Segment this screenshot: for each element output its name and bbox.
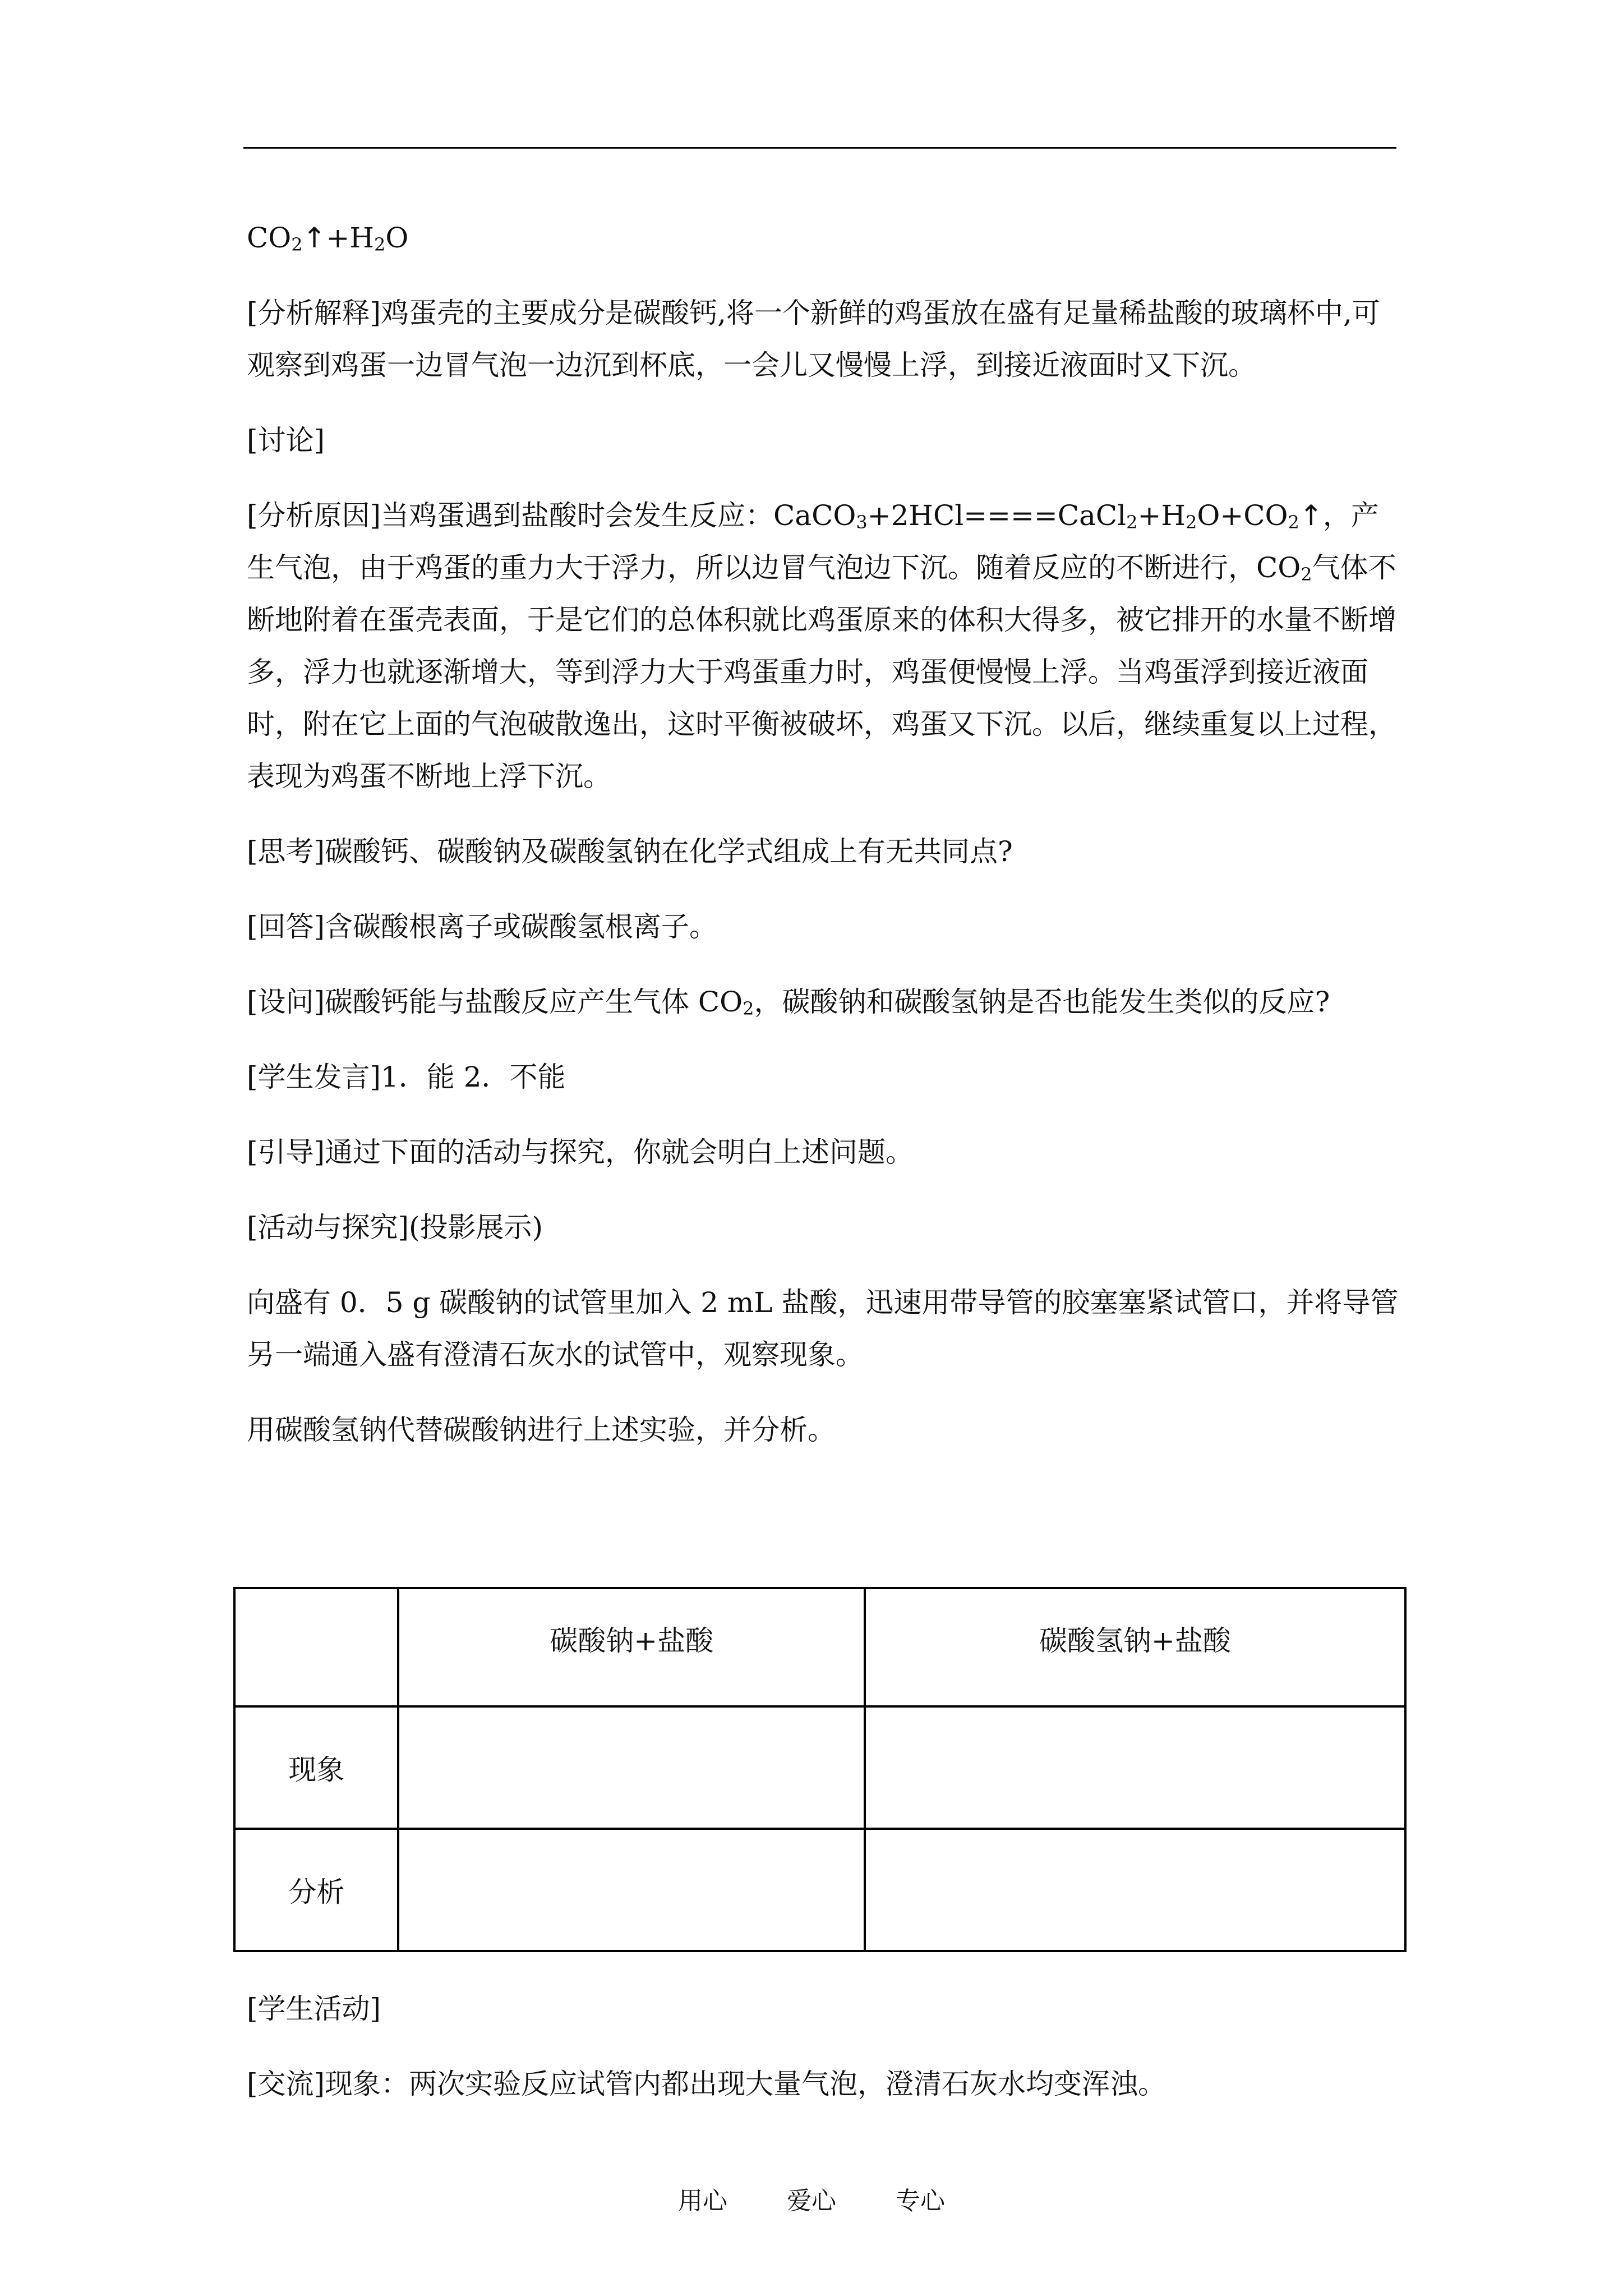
header-rule: [243, 147, 1396, 149]
paragraph-think: [思考]碳酸钙、碳酸钠及碳酸氢钠在化学式组成上有无共同点?: [247, 835, 1013, 868]
after-table-text: [247, 1983, 1402, 2133]
paragraph-activity: [活动与探究](投影展示): [247, 1211, 543, 1244]
paragraph-answer: [回答]含碳酸根离子或碳酸氢根离子。: [247, 910, 718, 943]
table-cell: [398, 1829, 864, 1951]
paragraph-discussion: [讨论]: [247, 424, 325, 457]
paragraph-exchange: [交流]现象：两次实验反应试管内都出现大量气泡，澄清石灰水均变浑浊。: [247, 2068, 1166, 2100]
table-row: [234, 1829, 1405, 1951]
table-header-cell: [234, 1588, 398, 1706]
table-header-cell: 碳酸氢钠+盐酸: [865, 1588, 1405, 1706]
table-header-row: [234, 1588, 1405, 1706]
paragraph-step1: 向盛有 0．5 g 碳酸钠的试管里加入 2 mL 盐酸，迅速用带导管的胶塞塞紧试管口，并将导管另一端通入盛有澄清石灰水的试管中，观察现象。: [247, 1286, 1399, 1371]
paragraph-guide: [引导]通过下面的活动与探究，你就会明白上述问题。: [247, 1136, 914, 1168]
footer-text: 用心: [678, 2187, 727, 2215]
table-row-label: 分析: [234, 1829, 398, 1951]
paragraph-analysis-reason: [分析原因]当鸡蛋遇到盐酸时会发生反应：$CaCO_3+2HCl====CaCl_2+H_2O+CO_2↑$，产生气泡，由于鸡蛋的重力大于浮力，所以边冒气泡边下沉。随着反应的不断进行，$CO_2$气体不断地附着在蛋壳表面，于是它们的总体积就比鸡蛋原来的体积大得多，被它排开的水量不断增多，浮力也就逐渐增大，等到浮力大于鸡蛋重力时，鸡蛋便慢慢上浮。当鸡蛋浮到接近液面时，附在它上面的气泡破散逸出，这时平衡被破坏，鸡蛋又下沉。以后，继续重复以上过程，表现为鸡蛋不断地上浮下沉。: [247, 499, 1396, 793]
table-cell: [865, 1829, 1405, 1951]
page-footer: [0, 2180, 1623, 2216]
paragraph-analysis-explain: [分析解释]鸡蛋壳的主要成分是碳酸钙,将一个新鲜的鸡蛋放在盛有足量稀盐酸的玻璃杯中,可观察到鸡蛋一边冒气泡一边沉到杯底，一会儿又慢慢上浮，到接近液面时又下沉。: [247, 297, 1380, 381]
table-cell: [865, 1706, 1405, 1829]
continued-formula: $CO_2↑+H_2O$: [247, 222, 409, 255]
paragraph-student-activity: [学生活动]: [247, 1993, 381, 2025]
table-row-label: 现象: [234, 1706, 398, 1829]
experiment-table: [233, 1587, 1407, 1952]
paragraph-step2: 用碳酸氢钠代替碳酸钠进行上述实验，并分析。: [247, 1414, 836, 1446]
footer-text: 专心: [896, 2187, 945, 2215]
document-body: [247, 212, 1402, 1479]
table-header-cell: 碳酸钠+盐酸: [398, 1588, 864, 1706]
paragraph-student-speak: [学生发言]1．能 2．不能: [247, 1061, 566, 1093]
table-cell: [398, 1706, 864, 1829]
footer-text: 爱心: [787, 2187, 836, 2215]
table-row: [234, 1706, 1405, 1829]
paragraph-question: [设问]碳酸钙能与盐酸反应产生气体 $CO_2$，碳酸钠和碳酸氢钠是否也能发生类似的反应?: [247, 986, 1330, 1019]
